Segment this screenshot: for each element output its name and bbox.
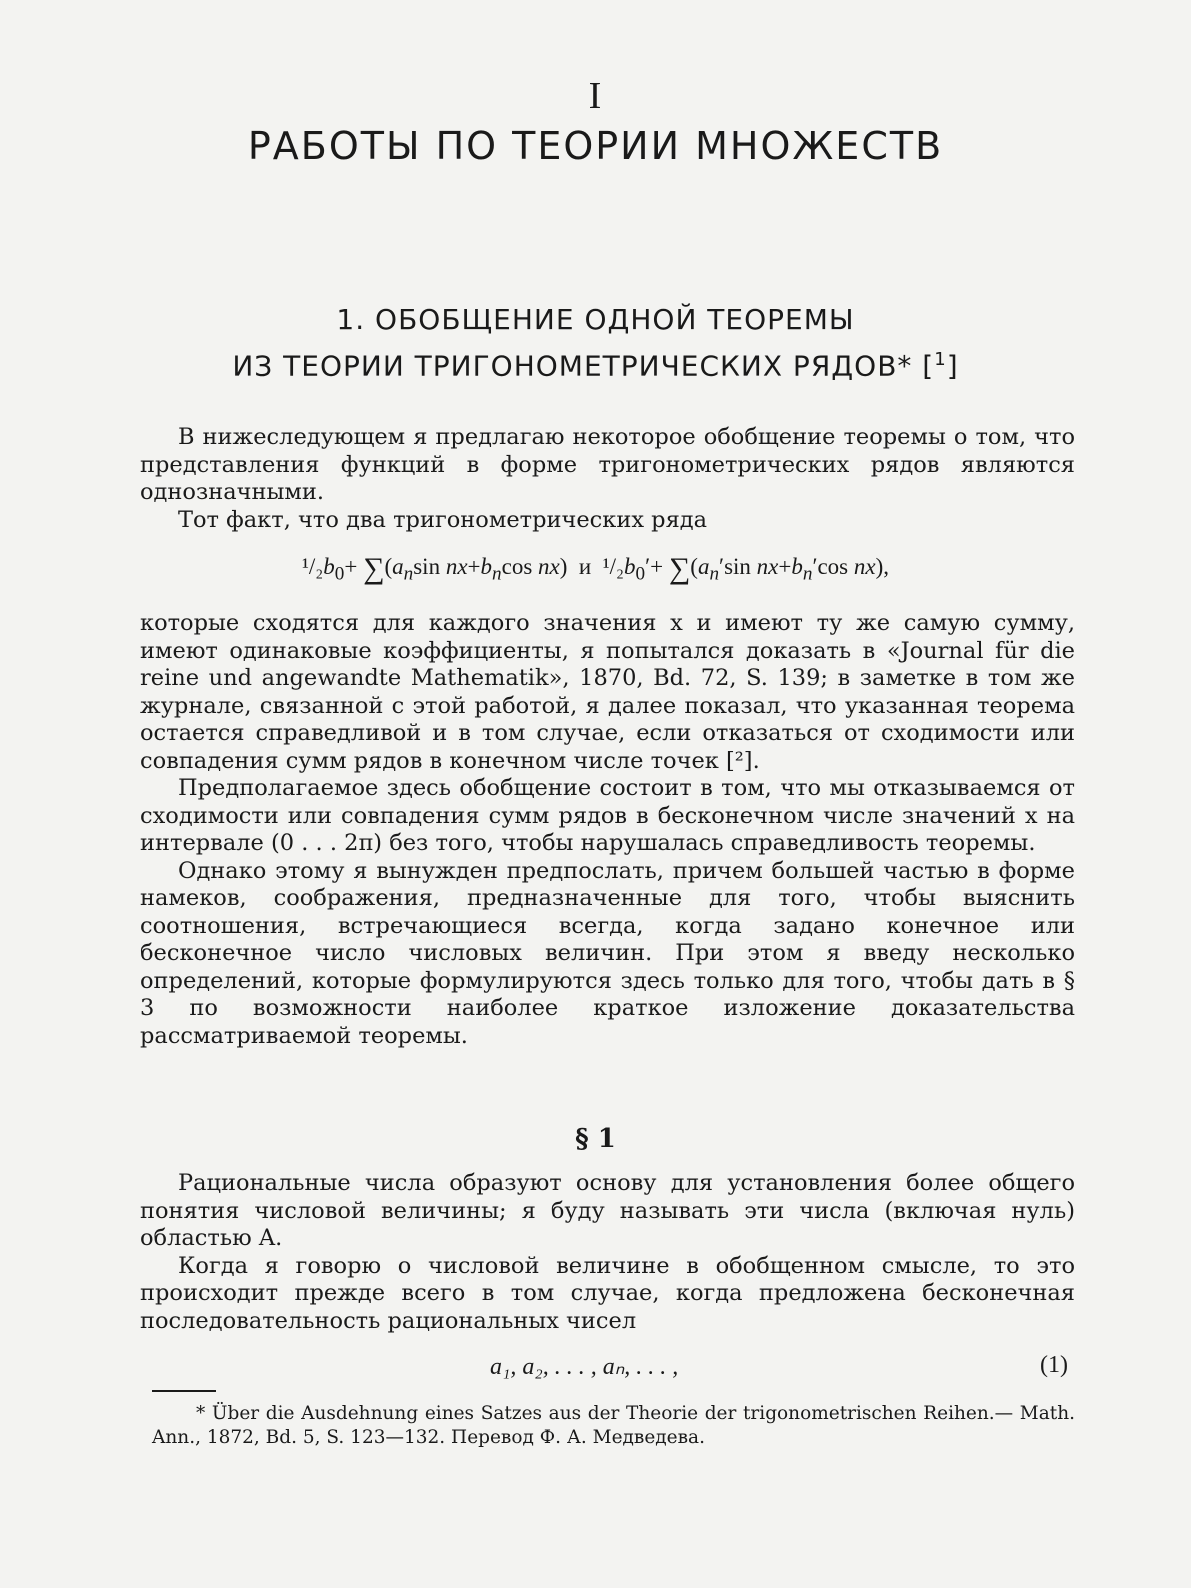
footnote-rule (152, 1390, 216, 1392)
article-title-line2: ИЗ ТЕОРИИ ТРИГОНОМЕТРИЧЕСКИХ РЯДОВ* [$^1$] (232, 349, 959, 383)
equation-number: (1) (1040, 1352, 1068, 1378)
article-title-line1: 1. ОБОБЩЕНИЕ ОДНОЙ ТЕОРЕМЫ (336, 303, 855, 336)
footnote-text: * Über die Ausdehnung eines Satzes aus der Theorie der trigonometrischen Reihen.— Math. Ann., 1872, Bd. 5, S. 123—132. Перевод Ф. А. Медведева. (152, 1403, 1075, 1448)
series-formula: $^1/_2b_0+ \sum(a_n\sin$ $nx+b_n\cos$ nx) и $^1/_2b_0'+ \sum(a_n'\sin$ $nx+b_n'\cos$ nx), (301, 552, 890, 585)
footnote (152, 1402, 1075, 1450)
section-text (140, 1170, 1075, 1335)
paragraph-6: Рациональные числа образуют основу для установления более общего понятия числовой величины; я буду называть эти числа (включая нуль) областью A. (140, 1170, 1075, 1251)
article-title (0, 300, 1191, 386)
part-number: I (588, 75, 603, 117)
paragraph-2: Тот факт, что два тригонометрических ряда (178, 506, 708, 533)
paragraph-3: которые сходятся для каждого значения x и имеют ту же самую сумму, имеют одинаковые коэффициенты, я попытался доказать в «Journal für die reine und angewandte Mathematik», 1870, Bd. 72, S. 139; в заметке в том же журнале, связанной с этой работой, я далее показал, что указанная теорема остается справедливой и в том случае, если отказаться от сходимости или совпадения сумм рядов в конечном числе точек [²]. (140, 610, 1075, 774)
section-heading: § 1 (575, 1124, 616, 1154)
paragraph-5: Однако этому я вынужден предпослать, причем большей частью в форме намеков, соображения, предназначенные для того, чтобы выяснить соотношения, встречающиеся всегда, когда задано конечное или бесконечное число числовых величин. При этом я введу несколько определений, которые формулируются здесь только для того, чтобы дать в § 3 по возможности наиболее краткое изложение доказательства рассматриваемой теоремы. (140, 857, 1075, 1049)
footnote-mark: * [ (897, 349, 935, 383)
reference-number: 1 (934, 349, 947, 370)
sequence-formula: a₁, a₂, . . . , aₙ, . . . , (490, 1354, 679, 1380)
part-title: РАБОТЫ ПО ТЕОРИИ МНОЖЕСТВ (247, 124, 944, 168)
paragraph-4: Предполагаемое здесь обобщение состоит в том, что мы отказываемся от сходимости или совпадения сумм рядов в бесконечном числе значений x на интервале (0 . . . 2π) без того, чтобы нарушалась справедливость теоремы. (140, 775, 1075, 856)
paragraph-7: Когда я говорю о числовой величине в обобщенном смысле, то это происходит прежде всего в том случае, когда предложена бесконечная последовательность рациональных чисел (140, 1252, 1075, 1334)
paragraph-1: В нижеследующем я предлагаю некоторое обобщение теоремы о том, что представления функций в форме тригонометрических рядов являются однозначными. (140, 424, 1075, 505)
main-text (140, 610, 1075, 1050)
intro-text (140, 424, 1075, 534)
